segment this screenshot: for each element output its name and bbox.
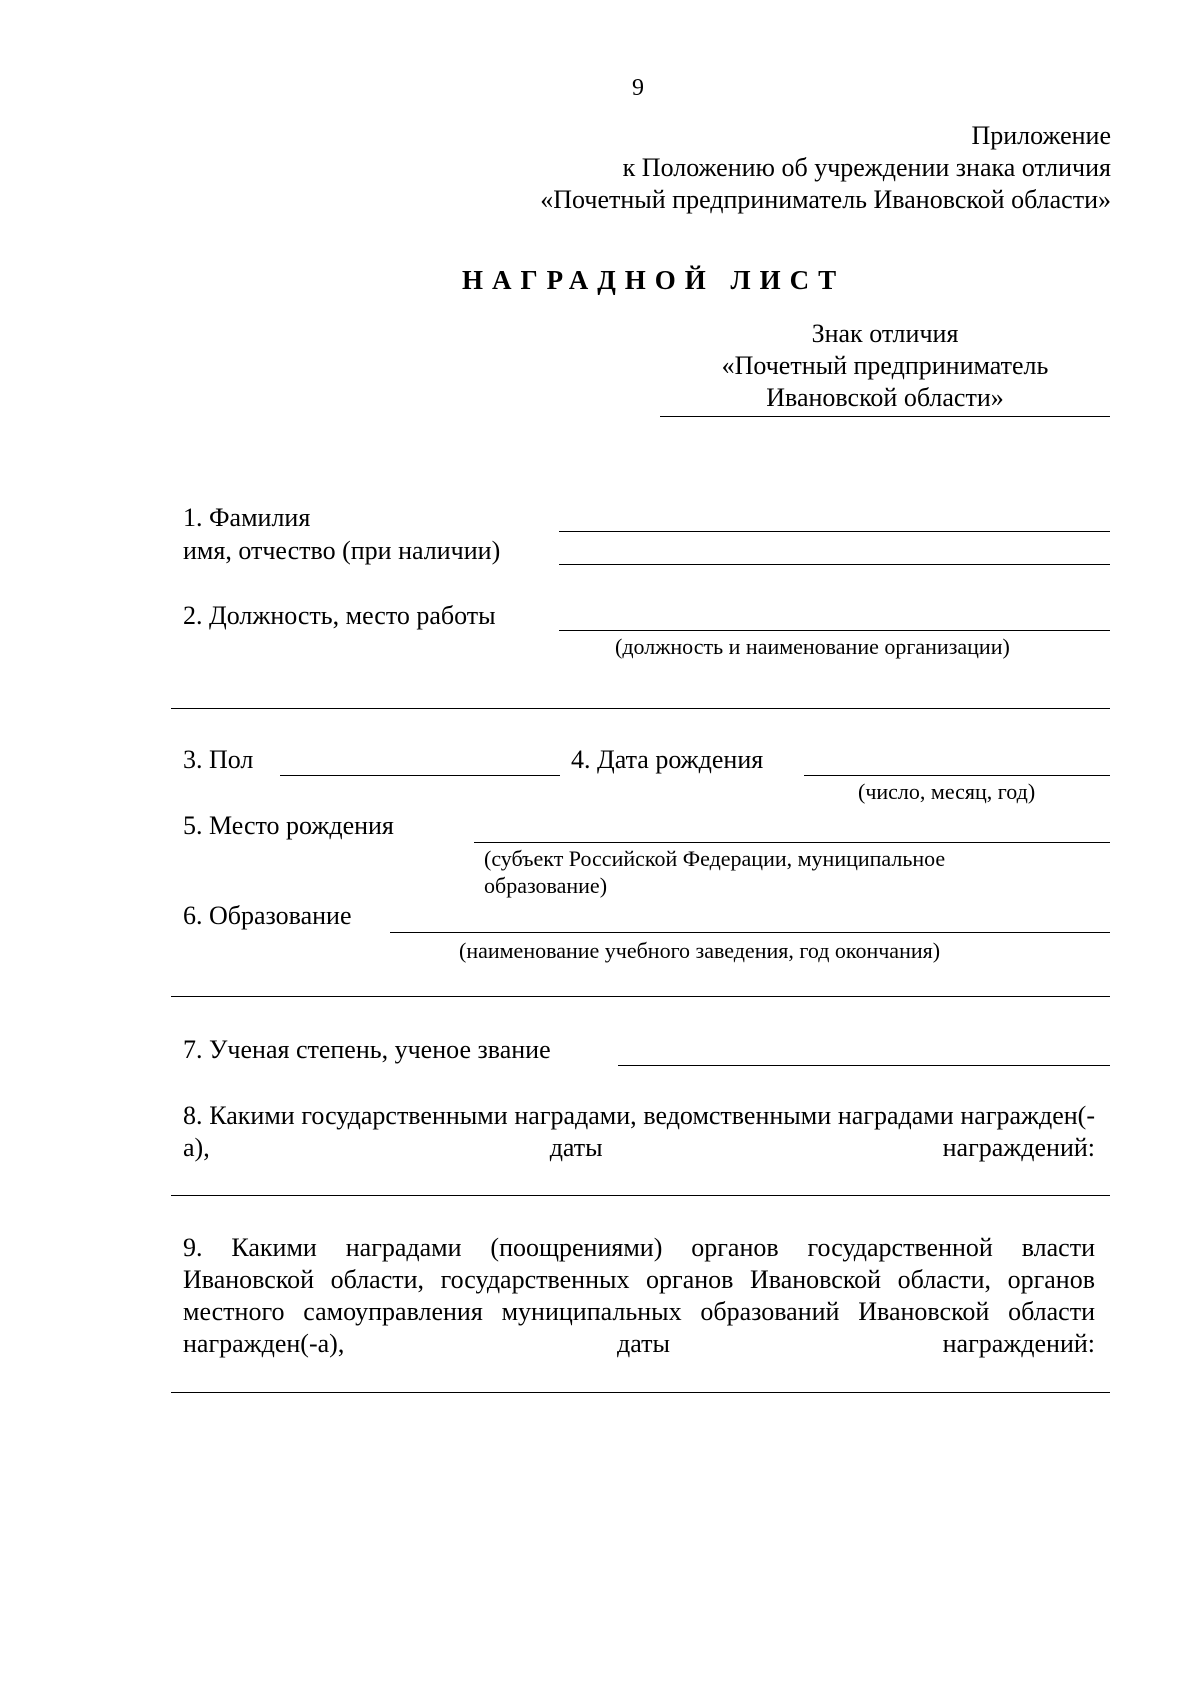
badge-line-1: Знак отличия bbox=[811, 319, 959, 348]
appendix-line-1: Приложение bbox=[971, 121, 1111, 150]
field-7-input-line[interactable] bbox=[618, 1065, 1110, 1066]
field-2-continuation-line[interactable] bbox=[171, 708, 1110, 709]
field-8-text: 8. Какими государственными наградами, ведомственными наградами награжден(-а), даты награждений: bbox=[183, 1101, 1095, 1162]
field-5-hint-line-2: образование) bbox=[484, 873, 608, 898]
field-4-label: 4. Дата рождения bbox=[571, 745, 764, 774]
badge-line-2: «Почетный предприниматель bbox=[721, 351, 1049, 380]
field-7-label: 7. Ученая степень, ученое звание bbox=[183, 1035, 551, 1064]
field-9-text: 9. Какими наградами (поощрениями) органов государственной власти Ивановской области, государственных органов Ивановской области, органов местного самоуправления муниципальных образований Ивановской области награжден(-а), даты награждений: bbox=[183, 1233, 1095, 1358]
field-6-continuation-line[interactable] bbox=[171, 996, 1110, 997]
field-1-input-line-2[interactable] bbox=[559, 564, 1110, 565]
appendix-line-3: «Почетный предприниматель Ивановской области» bbox=[540, 185, 1111, 214]
field-8-input-line[interactable] bbox=[171, 1195, 1110, 1196]
field-2-hint: (должность и наименование организации) bbox=[615, 634, 1010, 659]
appendix-line-2: к Положению об учреждении знака отличия bbox=[622, 153, 1111, 182]
field-5-input-line[interactable] bbox=[474, 842, 1110, 843]
field-6-input-line[interactable] bbox=[390, 932, 1110, 933]
field-1-label-name: имя, отчество (при наличии) bbox=[183, 536, 501, 565]
field-3-input-line[interactable] bbox=[280, 775, 560, 776]
badge-line-3: Ивановской области» bbox=[766, 383, 1004, 412]
field-5-hint-line-1: (субъект Российской Федерации, муниципальное bbox=[484, 846, 946, 871]
field-1-label-surname: 1. Фамилия bbox=[183, 503, 311, 532]
field-2-input-line[interactable] bbox=[559, 630, 1110, 631]
page-number: 9 bbox=[632, 75, 644, 101]
field-5-label: 5. Место рождения bbox=[183, 811, 394, 840]
field-9-input-line[interactable] bbox=[171, 1392, 1110, 1393]
field-3-label: 3. Пол bbox=[183, 745, 254, 774]
field-6-label: 6. Образование bbox=[183, 901, 352, 930]
field-2-label: 2. Должность, место работы bbox=[183, 601, 496, 630]
field-4-input-line[interactable] bbox=[804, 775, 1110, 776]
document-title: НАГРАДНОЙ ЛИСТ bbox=[462, 265, 846, 295]
badge-underline bbox=[660, 416, 1110, 417]
field-6-hint: (наименование учебного заведения, год окончания) bbox=[459, 938, 941, 963]
field-1-input-line-1[interactable] bbox=[559, 531, 1110, 532]
field-4-hint: (число, месяц, год) bbox=[858, 779, 1036, 804]
